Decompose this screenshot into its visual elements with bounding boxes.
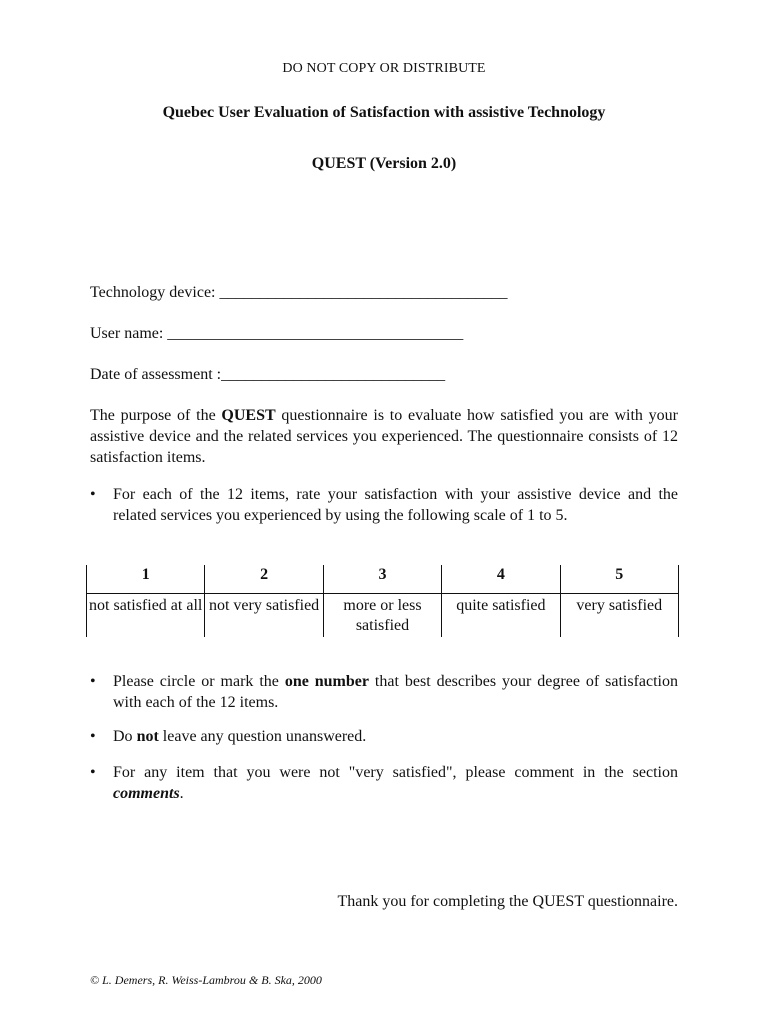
scale-number: 1 (87, 565, 205, 594)
instruction-bullet-1 (90, 484, 678, 526)
bullet-3-text (113, 726, 678, 747)
bullet-4-text-start: For any item that you were not "very satisfied", please comment in the section (113, 764, 678, 781)
intro-quest-bold: QUEST (221, 407, 276, 424)
distribution-notice: DO NOT COPY OR DISTRIBUTE (282, 61, 486, 76)
document-version: QUEST (Version 2.0) (311, 155, 457, 172)
bullet-icon: • (90, 764, 96, 781)
intro-paragraph (90, 405, 678, 468)
bullet-icon: • (90, 728, 96, 745)
scale-label: quite satisfied (442, 594, 560, 638)
scale-label: not satisfied at all (87, 594, 205, 638)
bullet-icon: • (90, 486, 96, 503)
technology-device-field: Technology device: ____________________________________ (90, 284, 508, 301)
bullet-4-text (113, 762, 678, 804)
scale-label: more or less satisfied (323, 594, 441, 638)
bullet-2-text (113, 671, 678, 713)
scale-label-row (87, 594, 679, 638)
date-of-assessment-field: Date of assessment :____________________________ (90, 366, 446, 383)
bullet-3-text-end: leave any question unanswered. (158, 728, 367, 745)
thank-you-note: Thank you for completing the QUEST questionnaire. (337, 893, 678, 910)
intro-text-end: questionnaire is to evaluate how satisfied you are with your assistive device and the related services you experienced. The questionnaire consists of 12 satisfaction items. (90, 407, 678, 466)
scale-number: 3 (323, 565, 441, 594)
bullet-4-text-end: . (179, 785, 184, 802)
rating-scale-table (86, 565, 679, 637)
bullet-1-text: For each of the 12 items, rate your satisfaction with your assistive device and the related services you experienced by using the following scale of 1 to 5. (113, 486, 678, 524)
bullet-3-bold: not (132, 728, 159, 745)
copyright-notice: © L. Demers, R. Weiss-Lambrou & B. Ska, 2000 (90, 973, 322, 987)
intro-text-start: The purpose of the (90, 407, 222, 424)
scale-label: not very satisfied (205, 594, 323, 638)
scale-number: 5 (560, 565, 678, 594)
bullet-3-text-start: Do (113, 728, 133, 745)
document-title: Quebec User Evaluation of Satisfaction with assistive Technology (162, 104, 606, 121)
scale-number: 2 (205, 565, 323, 594)
instruction-bullet-3 (90, 726, 678, 747)
bullet-2-text-start: Please circle or mark the (113, 673, 285, 690)
scale-number: 4 (442, 565, 560, 594)
scale-number-row (87, 565, 679, 594)
bullet-2-text-end: that best describes your degree of satisfaction with each of the 12 items. (113, 673, 678, 711)
bullet-2-bold: one number (284, 673, 369, 690)
bullet-icon: • (90, 673, 96, 690)
bullet-4-comments-emphasis: comments (113, 785, 180, 802)
scale-label: very satisfied (560, 594, 678, 638)
instruction-bullet-2 (90, 671, 678, 713)
user-name-field: User name: _____________________________________ (90, 325, 464, 342)
instruction-bullet-4 (90, 762, 678, 804)
